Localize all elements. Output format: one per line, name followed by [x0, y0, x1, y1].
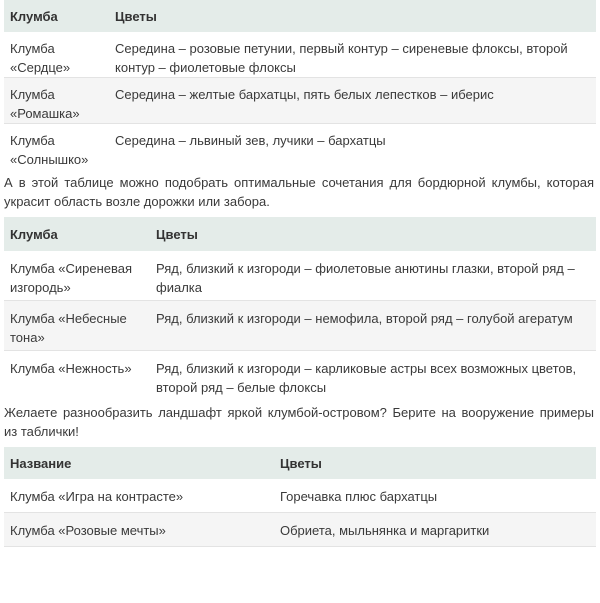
paragraph-island-beds: Желаете разнообразить ландшафт яркой клумбой-островом? Берите на вооружение примеры из таблички!: [4, 405, 594, 439]
table-header-row: [4, 447, 596, 479]
flowerbed-name: Клумба «Ромашка»: [4, 78, 109, 124]
flowers-description: Ряд, близкий к изгороди – карликовые астры всех возможных цветов, второй ряд – белые флоксы: [156, 361, 577, 395]
table-row: [4, 251, 596, 301]
table-row: [4, 301, 596, 351]
column-header-flowerbed: Клумба: [4, 217, 150, 251]
flowerbed-table-island: [4, 447, 596, 547]
table-row: [4, 78, 596, 124]
flowers-description: Ряд, близкий к изгороди – немофила, второй ряд – голубой агератум: [150, 301, 596, 351]
flowers-description: Обриета, мыльнянка и маргаритки: [274, 513, 596, 547]
column-header-flowers: Цветы: [150, 217, 596, 251]
flowerbed-name: Клумба «Сердце»: [4, 32, 109, 78]
column-header-flowerbed: Клумба: [4, 0, 109, 32]
flowerbed-name: Клумба «Сиреневая изгородь»: [4, 251, 150, 301]
table-row: [4, 513, 596, 547]
table-row: [4, 351, 596, 401]
flowers-description: Ряд, близкий к изгороди – фиолетовые анютины глазки, второй ряд – фиалка: [150, 251, 596, 301]
flowerbed-table-border: [4, 217, 596, 400]
flowerbed-name: Клумба «Розовые мечты»: [4, 513, 274, 547]
table-header-row: [4, 217, 596, 251]
flowerbed-name: Клумба «Нежность»: [10, 361, 132, 376]
flowerbed-table-shapes: [4, 0, 596, 169]
flowers-description: Горечавка плюс бархатцы: [274, 479, 596, 513]
paragraph-border-beds: А в этой таблице можно подобрать оптимальные сочетания для бордюрной клумбы, которая украсит область возле дорожки или забора.: [4, 175, 594, 209]
column-header-flowers: Цветы: [109, 0, 596, 32]
column-header-name: Название: [4, 447, 274, 479]
table-row: [4, 479, 596, 513]
flowers-description: Середина – желтые бархатцы, пять белых лепестков – иберис: [109, 78, 596, 124]
table-header-row: [4, 0, 596, 32]
table-row: [4, 32, 596, 78]
flowerbed-name: Клумба «Солнышко»: [10, 133, 89, 167]
flowerbed-name: Клумба «Игра на контрасте»: [4, 479, 274, 513]
table-row: [4, 124, 596, 170]
flowerbed-name: Клумба «Небесные тона»: [4, 301, 150, 351]
flowers-description: Середина – львиный зев, лучики – бархатцы: [115, 133, 386, 148]
column-header-flowers: Цветы: [274, 447, 596, 479]
flowers-description: Середина – розовые петунии, первый контур – сиреневые флоксы, второй контур – фиолетовые флоксы: [109, 32, 596, 78]
